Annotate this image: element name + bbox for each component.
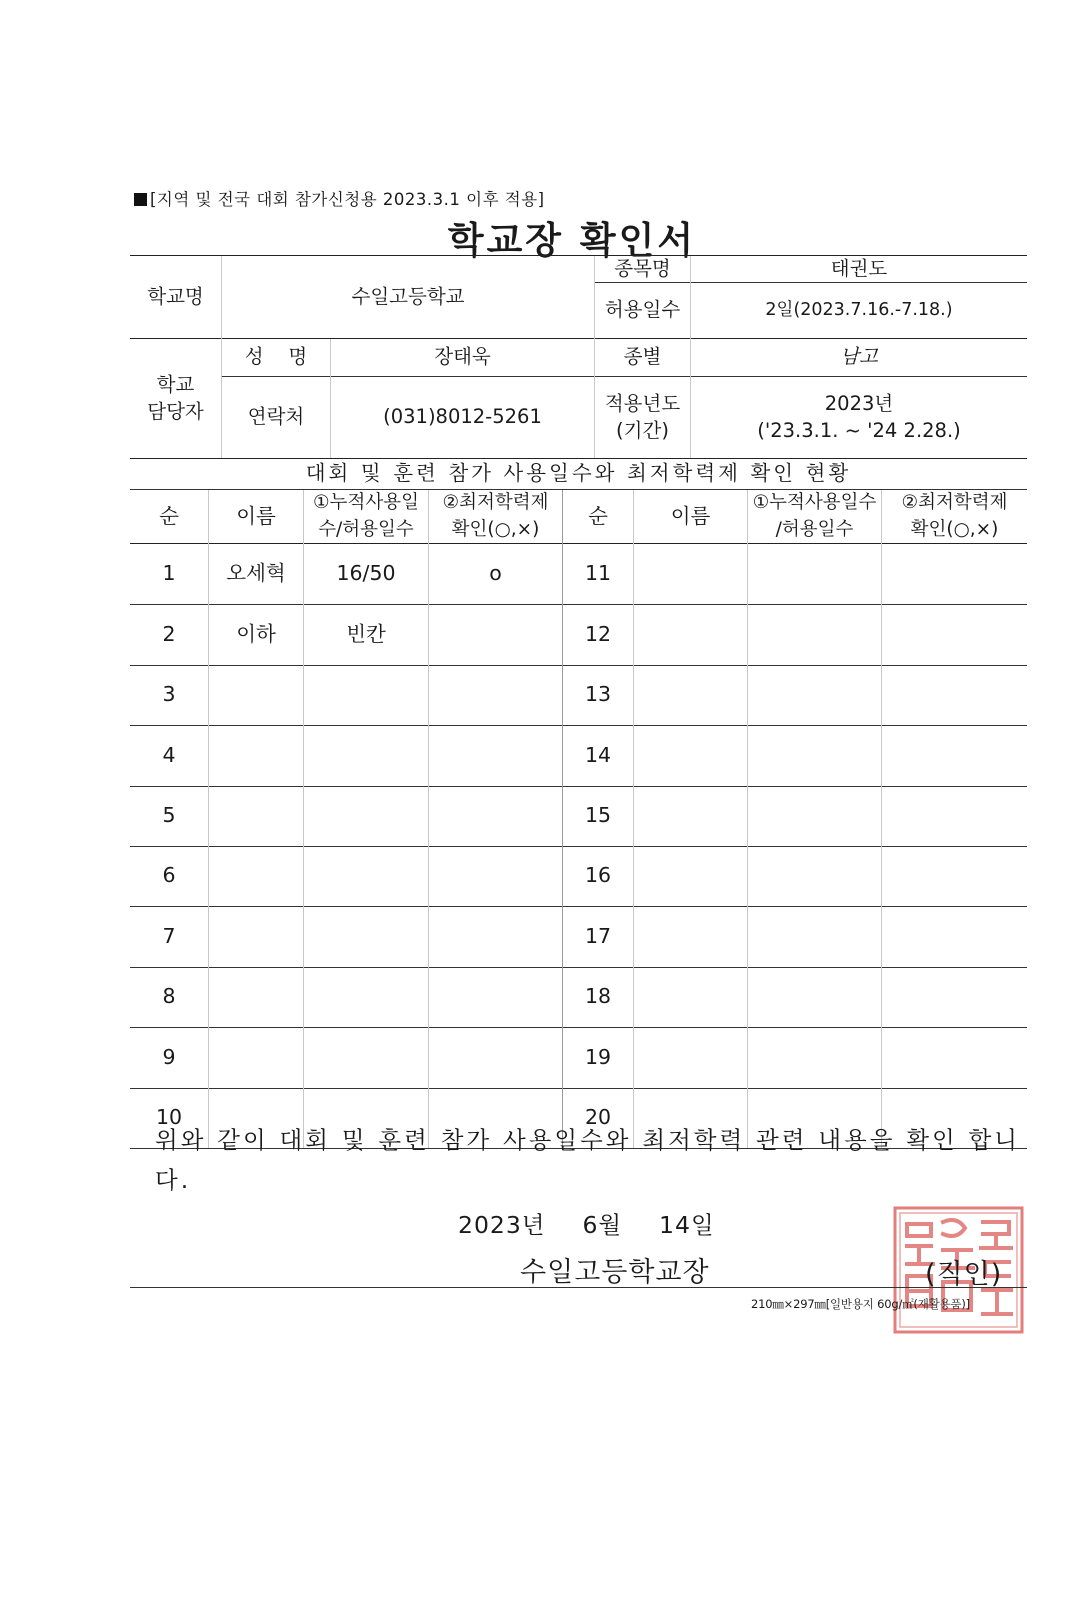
school-name-value: 수일고등학교	[351, 284, 465, 308]
table-column-line	[562, 490, 563, 1148]
table-column-line	[208, 490, 209, 1148]
row-min-academic	[429, 665, 562, 725]
gender-value: 남고	[840, 345, 878, 369]
row-min-academic-right	[882, 544, 1027, 604]
issue-date: 2023년 6월 14일	[458, 1211, 715, 1239]
row-no-right: 20	[584, 1104, 612, 1129]
row-name-right	[634, 967, 747, 1027]
row-used-days-right	[748, 967, 881, 1027]
row-no-right: 11	[584, 561, 612, 586]
signature-rule	[130, 1287, 1027, 1288]
document-title: 학교장 확인서	[447, 219, 697, 262]
header-no: 순	[159, 503, 179, 528]
manager-name-value: 장태욱	[434, 345, 491, 369]
school-name-label: 학교명	[147, 284, 204, 308]
manager-label: 학교 담당자	[147, 373, 204, 423]
row-no: 2	[162, 621, 176, 646]
confirmation-statement: 위와 같이 대회 및 훈련 참가 사용일수와 최저학력 관련 내용을 확인 합니다.	[155, 1126, 1020, 1194]
row-used-days-right	[748, 1027, 881, 1087]
applied-year-label: 적용년도 (기간)	[604, 392, 681, 442]
row-min-academic	[429, 906, 562, 966]
row-name-right	[634, 604, 747, 664]
allowed-days-label: 허용일수	[604, 298, 681, 322]
table-column-line	[428, 490, 429, 1148]
row-name	[209, 906, 303, 966]
event-label: 종목명	[614, 256, 671, 280]
row-min-academic-right	[882, 725, 1027, 785]
row-no-right: 13	[584, 682, 612, 707]
row-min-academic-right	[882, 967, 1027, 1027]
form-usage-note-text: [지역 및 전국 대회 참가신청용 2023.3.1 이후 적용]	[150, 190, 545, 209]
row-used-days	[304, 846, 428, 906]
row-used-days-right	[748, 544, 881, 604]
section-title: 대회 및 훈련 참가 사용일수와 최저학력제 확인 현황	[305, 461, 852, 486]
row-name	[209, 846, 303, 906]
row-min-academic	[429, 967, 562, 1027]
row-no: 6	[162, 863, 176, 888]
row-no-right: 12	[584, 621, 612, 646]
row-used-days-right	[748, 665, 881, 725]
principal-name: 수일고등학교장	[520, 1257, 710, 1288]
row-min-academic	[429, 725, 562, 785]
row-used-days-right	[748, 604, 881, 664]
row-min-academic-right	[882, 1027, 1027, 1087]
row-no-right: 16	[584, 863, 612, 888]
row-name: 오세혁	[226, 561, 286, 586]
table-column-line	[633, 490, 634, 1148]
row-used-days	[304, 967, 428, 1027]
header-min-academic-right: ②최저학력제 확인(○,×)	[901, 491, 1008, 540]
gender-label: 종별	[623, 345, 662, 369]
row-name-right	[634, 786, 747, 846]
contact-label: 연락처	[247, 405, 305, 429]
row-used-days-right	[748, 725, 881, 785]
event-value: 태권도	[830, 256, 888, 280]
row-name-right	[634, 544, 747, 604]
header-used-days: ①누적사용일 수/허용일수	[313, 491, 419, 540]
manager-name-label: 성 명	[244, 345, 308, 369]
row-no: 3	[162, 682, 176, 707]
row-used-days	[304, 786, 428, 846]
row-name	[209, 967, 303, 1027]
form-usage-note	[134, 186, 545, 210]
table-column-line	[747, 490, 748, 1148]
row-used-days-right	[748, 846, 881, 906]
row-min-academic	[429, 786, 562, 846]
row-name	[209, 1027, 303, 1087]
row-no: 10	[155, 1104, 183, 1129]
table-column-line	[881, 490, 882, 1148]
row-used-days	[304, 906, 428, 966]
row-min-academic-right	[882, 846, 1027, 906]
row-no-right: 17	[584, 923, 612, 948]
row-name	[209, 786, 303, 846]
allowed-days-value: 2일(2023.7.16.-7.18.)	[765, 299, 953, 320]
row-min-academic: o	[489, 561, 502, 586]
row-no: 7	[162, 923, 176, 948]
row-min-academic-right	[882, 786, 1027, 846]
row-no: 8	[162, 984, 176, 1009]
row-min-academic	[429, 604, 562, 664]
row-no: 4	[162, 742, 176, 767]
row-no-right: 18	[584, 984, 612, 1009]
row-name	[209, 725, 303, 785]
row-no: 5	[162, 802, 176, 827]
seal-label: (직인)	[925, 1259, 1003, 1290]
paper-spec-footer: 210㎜×297㎜[일반용지 60g/㎡(재활용품)]	[751, 1297, 970, 1311]
applied-year-value: 2023년 ('23.3.1. ~ '24 2.28.)	[757, 392, 961, 442]
header-used-days-right: ①누적사용일수 /허용일수	[752, 491, 877, 540]
header-no-right: 순	[588, 503, 608, 528]
row-used-days: 빈칸	[346, 621, 386, 646]
row-min-academic-right	[882, 665, 1027, 725]
row-no: 9	[162, 1044, 176, 1069]
row-no-right: 19	[584, 1044, 612, 1069]
header-name-right: 이름	[670, 503, 711, 528]
table-column-line	[303, 490, 304, 1148]
row-min-academic-right	[882, 906, 1027, 966]
row-no-right: 15	[584, 802, 612, 827]
row-name-right	[634, 725, 747, 785]
row-min-academic	[429, 1027, 562, 1087]
row-name: 이하	[236, 621, 276, 646]
row-name	[209, 665, 303, 725]
row-name-right	[634, 846, 747, 906]
header-name: 이름	[236, 503, 276, 528]
row-min-academic-right	[882, 604, 1027, 664]
row-no: 1	[162, 561, 176, 586]
row-used-days	[304, 665, 428, 725]
row-used-days-right	[748, 786, 881, 846]
row-used-days: 16/50	[336, 561, 396, 586]
row-name-right	[634, 665, 747, 725]
row-name-right	[634, 906, 747, 966]
row-used-days	[304, 725, 428, 785]
row-min-academic	[429, 846, 562, 906]
row-used-days-right	[748, 906, 881, 966]
header-min-academic: ②최저학력제 확인(○,×)	[442, 491, 549, 540]
square-bullet-icon	[134, 193, 147, 206]
row-used-days	[304, 1027, 428, 1087]
row-name-right	[634, 1027, 747, 1087]
contact-value: (031)8012-5261	[383, 405, 542, 429]
row-no-right: 14	[584, 742, 612, 767]
